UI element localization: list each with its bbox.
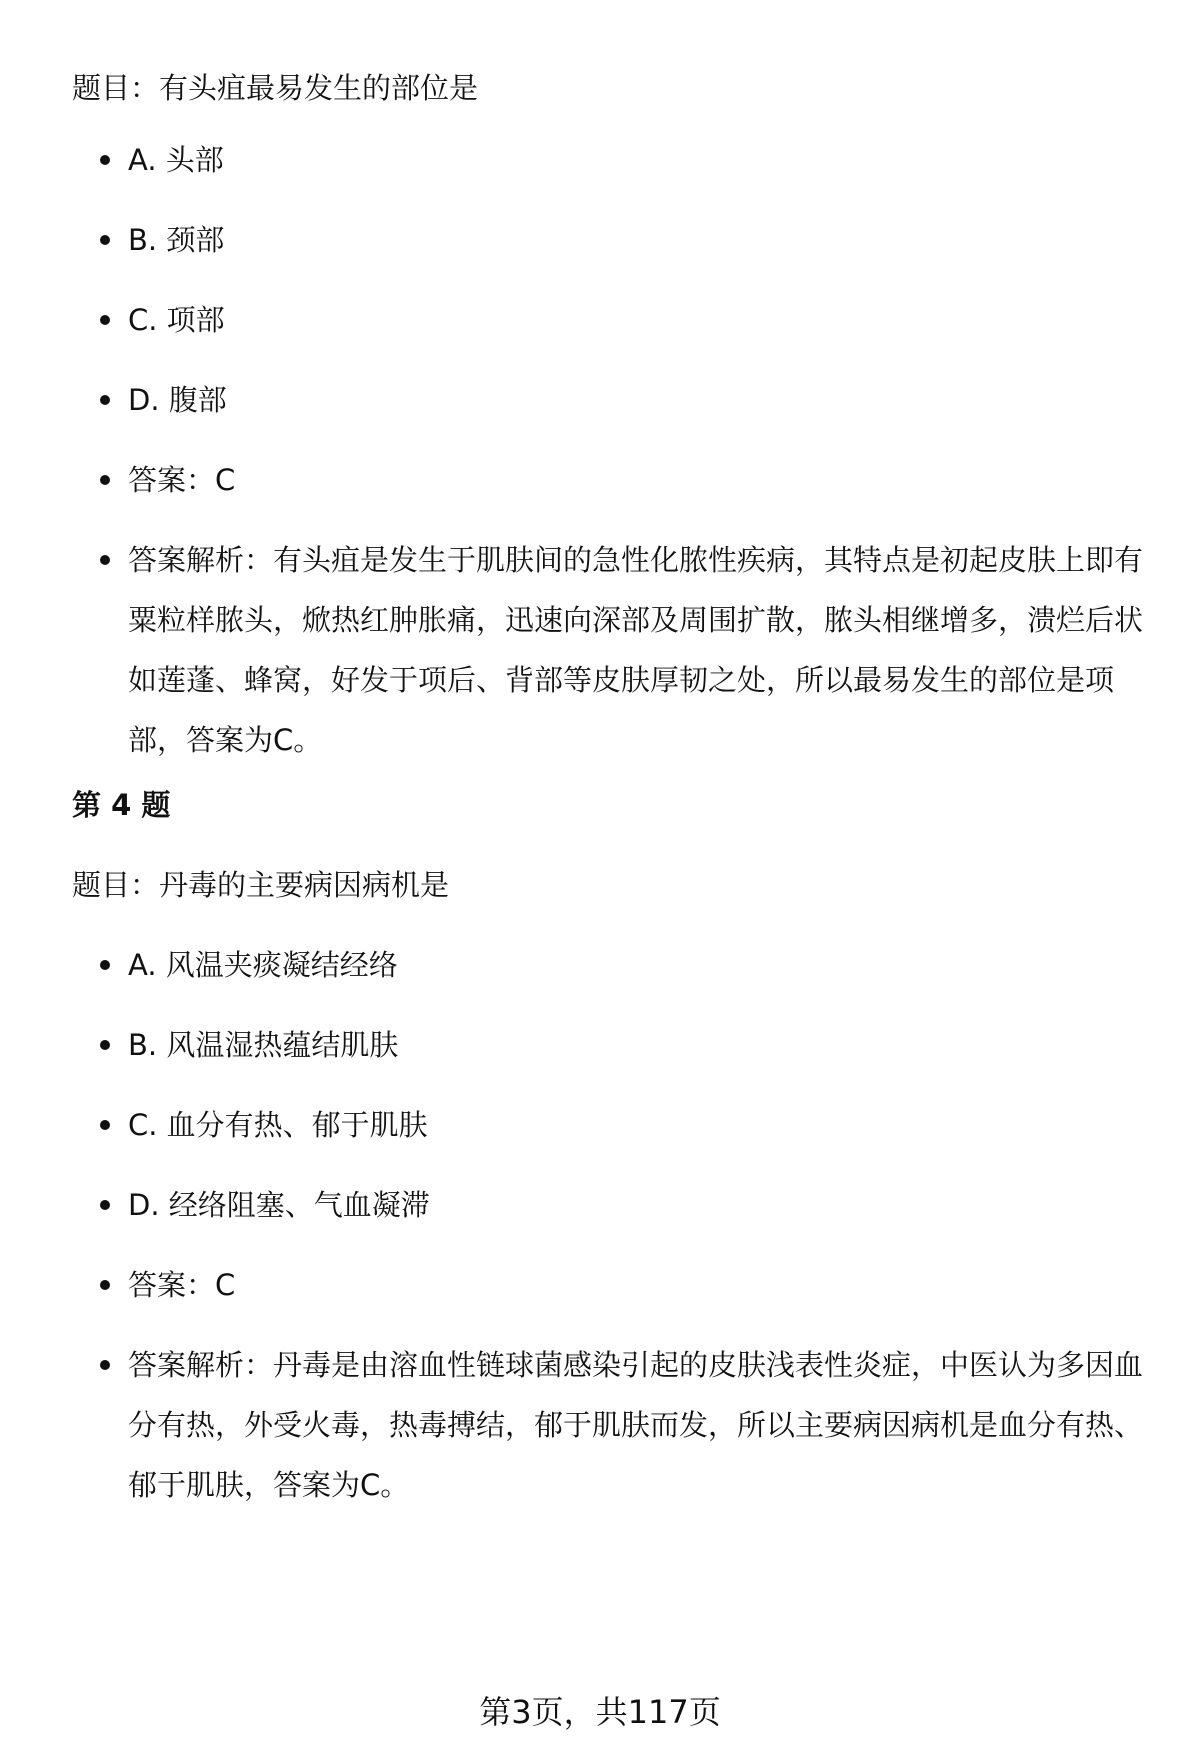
bullet-icon	[100, 1040, 110, 1050]
bullet-icon	[100, 475, 110, 485]
bullet-icon	[100, 235, 110, 245]
option-c-text: C. 血分有热、郁于肌肤	[128, 1108, 428, 1142]
bullet-icon	[100, 1120, 110, 1130]
option-a	[72, 945, 1147, 985]
answer-explanation	[72, 1335, 1147, 1515]
option-d-text: D. 腹部	[128, 383, 227, 417]
option-d	[72, 1185, 1147, 1225]
option-d-text: D. 经络阻塞、气血凝滞	[128, 1188, 430, 1222]
bullet-icon	[100, 1360, 110, 1370]
question-3-title: 题目：有头疽最易发生的部位是	[72, 71, 479, 105]
option-d	[72, 380, 1147, 420]
answer	[72, 460, 1147, 500]
option-b	[72, 1025, 1147, 1065]
answer-text: 答案：C	[128, 463, 236, 497]
page-indicator: 第3页，共117页	[479, 1693, 721, 1731]
explanation-text: 答案解析：有头疽是发生于肌肤间的急性化脓性疾病，其特点是初起皮肤上即有粟粒样脓头，焮热红肿胀痛，迅速向深部及周围扩散，脓头相继增多，溃烂后状如莲蓬、蜂窝，好发于项后、背部等皮肤厚韧之处，所以最易发生的部位是项部，答案为C。	[128, 543, 1144, 757]
bullet-icon	[100, 555, 110, 565]
answer	[72, 1265, 1147, 1305]
bullet-icon	[100, 960, 110, 970]
option-b-text: B. 风温湿热蕴结肌肤	[128, 1028, 399, 1062]
option-a-text: A. 风温夹痰凝结经络	[128, 948, 398, 982]
answer-explanation	[72, 530, 1147, 770]
bullet-icon	[100, 1280, 110, 1290]
bullet-icon	[100, 1200, 110, 1210]
option-c	[72, 300, 1147, 340]
option-c-text: C. 项部	[128, 303, 225, 337]
question-4-heading: 第 4 题	[72, 788, 171, 822]
bullet-icon	[100, 315, 110, 325]
answer-text: 答案：C	[128, 1268, 236, 1302]
option-c	[72, 1105, 1147, 1145]
option-b	[72, 220, 1147, 260]
option-b-text: B. 颈部	[128, 223, 225, 257]
question-4-title: 题目：丹毒的主要病因病机是	[72, 868, 450, 902]
explanation-text: 答案解析：丹毒是由溶血性链球菌感染引起的皮肤浅表性炎症，中医认为多因血分有热，外受火毒，热毒搏结，郁于肌肤而发，所以主要病因病机是血分有热、郁于肌肤，答案为C。	[128, 1348, 1144, 1502]
option-a	[72, 140, 1147, 180]
bullet-icon	[100, 155, 110, 165]
bullet-icon	[100, 395, 110, 405]
option-a-text: A. 头部	[128, 143, 224, 177]
